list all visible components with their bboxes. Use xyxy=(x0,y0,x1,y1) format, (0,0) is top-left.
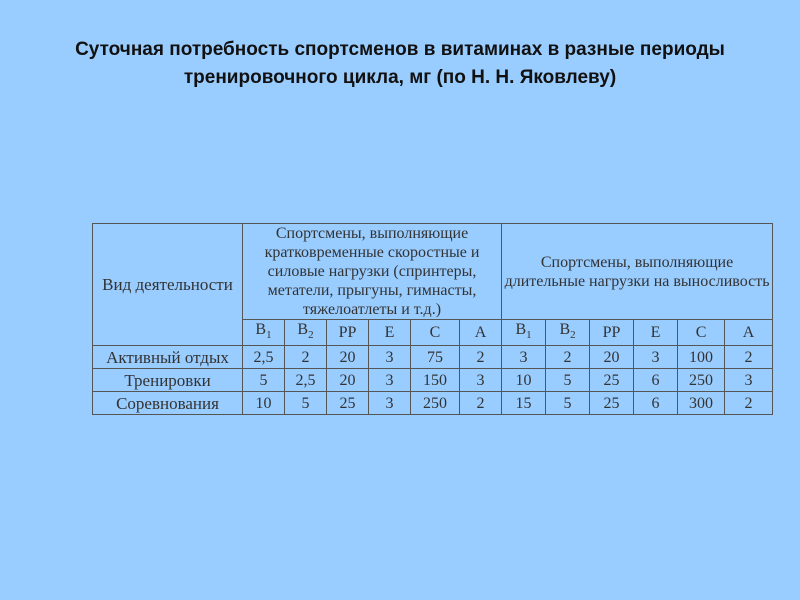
vitamin-header-cell xyxy=(369,320,411,346)
value-cell: 6 xyxy=(634,369,678,392)
value-cell: 250 xyxy=(411,392,460,415)
value-cell: 250 xyxy=(678,369,725,392)
activity-header: Вид деятельности xyxy=(93,224,243,346)
value-cell: 2 xyxy=(460,392,502,415)
vitamin-subscript: 1 xyxy=(526,329,532,342)
vitamin-header-cell xyxy=(546,320,590,346)
value-cell: 75 xyxy=(411,346,460,369)
group-header-row xyxy=(93,224,773,320)
row-label: Активный отдых xyxy=(93,346,243,369)
vitamin-header-cell xyxy=(243,320,285,346)
vitamin-name: B xyxy=(297,321,309,338)
value-cell: 3 xyxy=(460,369,502,392)
value-cell: 6 xyxy=(634,392,678,415)
value-cell: 300 xyxy=(678,392,725,415)
slide-title-line-1: Суточная потребность спортсменов в витаминах в разные периоды xyxy=(75,39,725,60)
vitamin-name: E xyxy=(650,324,661,342)
value-cell: 3 xyxy=(369,369,411,392)
value-cell: 2,5 xyxy=(285,369,327,392)
vitamin-name: C xyxy=(429,324,441,342)
vitamin-name: E xyxy=(384,324,395,342)
vitamin-name: C xyxy=(695,324,707,342)
value-cell: 25 xyxy=(327,392,369,415)
vitamin-name: B xyxy=(515,321,527,338)
vitamin-table xyxy=(92,223,773,415)
table-row xyxy=(93,369,773,392)
value-cell: 3 xyxy=(369,392,411,415)
value-cell: 2 xyxy=(285,346,327,369)
value-cell: 2 xyxy=(725,346,773,369)
vitamin-name: A xyxy=(474,324,487,342)
slide-title xyxy=(0,36,800,92)
table-row xyxy=(93,346,773,369)
value-cell: 5 xyxy=(243,369,285,392)
value-cell: 5 xyxy=(285,392,327,415)
value-cell: 3 xyxy=(634,346,678,369)
slide-title-line-2: тренировочного цикла, мг (по Н. Н. Яковлеву) xyxy=(183,67,617,88)
vitamin-header-cell xyxy=(285,320,327,346)
value-cell: 3 xyxy=(502,346,546,369)
value-cell: 100 xyxy=(678,346,725,369)
vitamin-subscript: 2 xyxy=(570,329,576,342)
value-cell: 25 xyxy=(590,392,634,415)
vitamin-header-cell xyxy=(634,320,678,346)
table-body xyxy=(93,346,773,415)
row-label: Тренировки xyxy=(93,369,243,392)
value-cell: 2 xyxy=(725,392,773,415)
value-cell: 20 xyxy=(590,346,634,369)
value-cell: 10 xyxy=(243,392,285,415)
group-header-speed-strength: Спортсмены, выполняющие кратковременные скоростные и силовые нагрузки (спринтеры, метатели, прыгуны, гимнасты, тяжелоатлеты и т.д.) xyxy=(243,224,502,320)
vitamin-header-cell xyxy=(590,320,634,346)
vitamin-subscript: 2 xyxy=(308,329,314,342)
value-cell: 20 xyxy=(327,369,369,392)
vitamin-header-cell xyxy=(327,320,369,346)
value-cell: 5 xyxy=(546,369,590,392)
vitamin-header-cell xyxy=(725,320,773,346)
group-header-endurance: Спортсмены, выполняющие длительные нагрузки на выносливость xyxy=(502,224,773,320)
value-cell: 15 xyxy=(502,392,546,415)
vitamin-name: B xyxy=(559,321,571,338)
value-cell: 2 xyxy=(460,346,502,369)
value-cell: 3 xyxy=(369,346,411,369)
vitamin-name: B xyxy=(255,321,267,338)
vitamin-header-cell xyxy=(411,320,460,346)
vitamin-subscript: 1 xyxy=(266,329,272,342)
value-cell: 5 xyxy=(546,392,590,415)
value-cell: 10 xyxy=(502,369,546,392)
row-label: Соревнования xyxy=(93,392,243,415)
vitamin-header-cell xyxy=(460,320,502,346)
value-cell: 3 xyxy=(725,369,773,392)
value-cell: 150 xyxy=(411,369,460,392)
value-cell: 2,5 xyxy=(243,346,285,369)
value-cell: 2 xyxy=(546,346,590,369)
vitamin-name: PP xyxy=(338,324,357,342)
value-cell: 20 xyxy=(327,346,369,369)
table-row xyxy=(93,392,773,415)
vitamin-name: A xyxy=(742,324,755,342)
vitamin-header-cell xyxy=(678,320,725,346)
value-cell: 25 xyxy=(590,369,634,392)
vitamin-header-cell xyxy=(502,320,546,346)
vitamin-name: PP xyxy=(602,324,621,342)
